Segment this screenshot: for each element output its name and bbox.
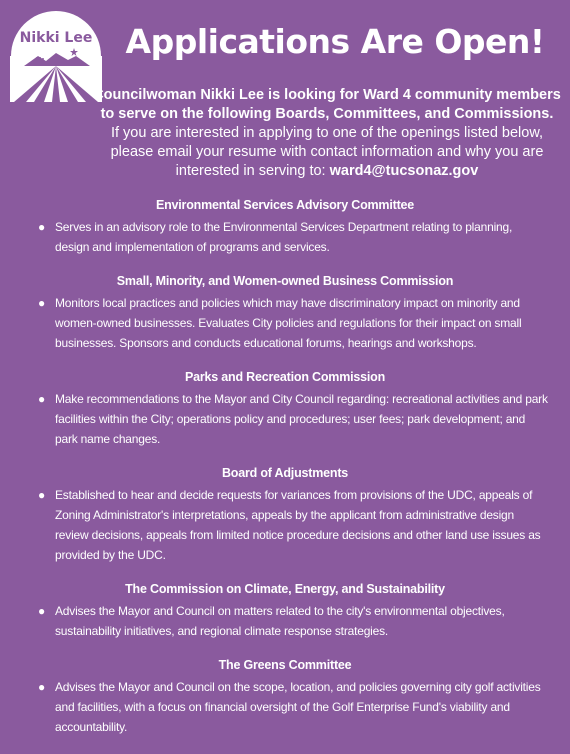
bullet-icon: ●: [38, 296, 46, 310]
intro-body-wrap: [92, 124, 562, 181]
section-description: [38, 601, 548, 641]
section-description: [38, 293, 548, 353]
section-description: [38, 677, 548, 737]
intro-lead: Councilwoman Nikki Lee is looking for Ward 4 community members to serve on the following Boards, Committees, and Commissions.: [93, 87, 561, 122]
bullet-icon: ●: [38, 220, 46, 234]
section-description: [38, 217, 548, 257]
description-text: Advises the Mayor and Council on matters related to the city's environmental objectives, sustainability initiatives, and regional climate response strategies.: [55, 604, 505, 638]
bullet-icon: ●: [38, 392, 46, 406]
nikki-lee-logo: [10, 10, 102, 102]
description-text: Established to hear and decide requests for variances from provisions of the UDC, appeals of Zoning Administrator's interpretations, appeals by the applicant from administrative design review decisions, appeals from limited notice procedure decisions and other land use issues as provided by the UDC.: [55, 488, 541, 562]
section-title: Board of Adjustments: [221, 466, 349, 480]
bullet-icon: ●: [38, 488, 46, 502]
page-title: Applications Are Open!: [125, 22, 545, 61]
section-parks-recreation: [0, 370, 570, 449]
description-text: Make recommendations to the Mayor and City Council regarding: recreational activities and park facilities within the City; operations policy and procedures; user fees; park development; and park name changes.: [55, 392, 548, 446]
section-title: Environmental Services Advisory Committee: [155, 198, 415, 212]
section-title: Parks and Recreation Commission: [184, 370, 386, 384]
logo-text: Nikki Lee: [19, 30, 93, 46]
section-small-business: [0, 274, 570, 353]
section-environmental-services: [0, 198, 570, 257]
opportunity-list: [0, 198, 570, 754]
intro-block: [92, 86, 562, 181]
bullet-icon: ●: [38, 680, 46, 694]
intro-body: If you are interested in applying to one of the openings listed below, please email your resume with contact information and why you are interested in serving to:: [110, 125, 544, 179]
section-title: The Greens Committee: [218, 658, 352, 672]
section-title: The Commission on Climate, Energy, and Sustainability: [125, 582, 445, 596]
description-text: Monitors local practices and policies which may have discriminatory impact on minority and women-owned businesses. Evaluates City policies and regulations for their impact on small businesses. Sponsors and conducts educational forums, hearings and workshops.: [55, 296, 522, 350]
section-description: [38, 389, 548, 449]
section-board-of-adjustments: [0, 466, 570, 565]
section-title: Small, Minority, and Women-owned Business Commission: [116, 274, 454, 288]
description-text: Advises the Mayor and Council on the scope, location, and policies governing city golf activities and facilities, with a focus on financial oversight of the Golf Enterprise Fund's viability and accountability.: [55, 680, 541, 734]
section-description: [38, 485, 548, 565]
contact-email[interactable]: ward4@tucsonaz.gov: [329, 163, 479, 179]
section-climate-energy: [0, 582, 570, 641]
bullet-icon: ●: [38, 604, 46, 618]
description-text: Serves in an advisory role to the Environmental Services Department relating to planning, design and implementation of programs and services.: [55, 220, 513, 254]
section-greens-committee: [0, 658, 570, 737]
